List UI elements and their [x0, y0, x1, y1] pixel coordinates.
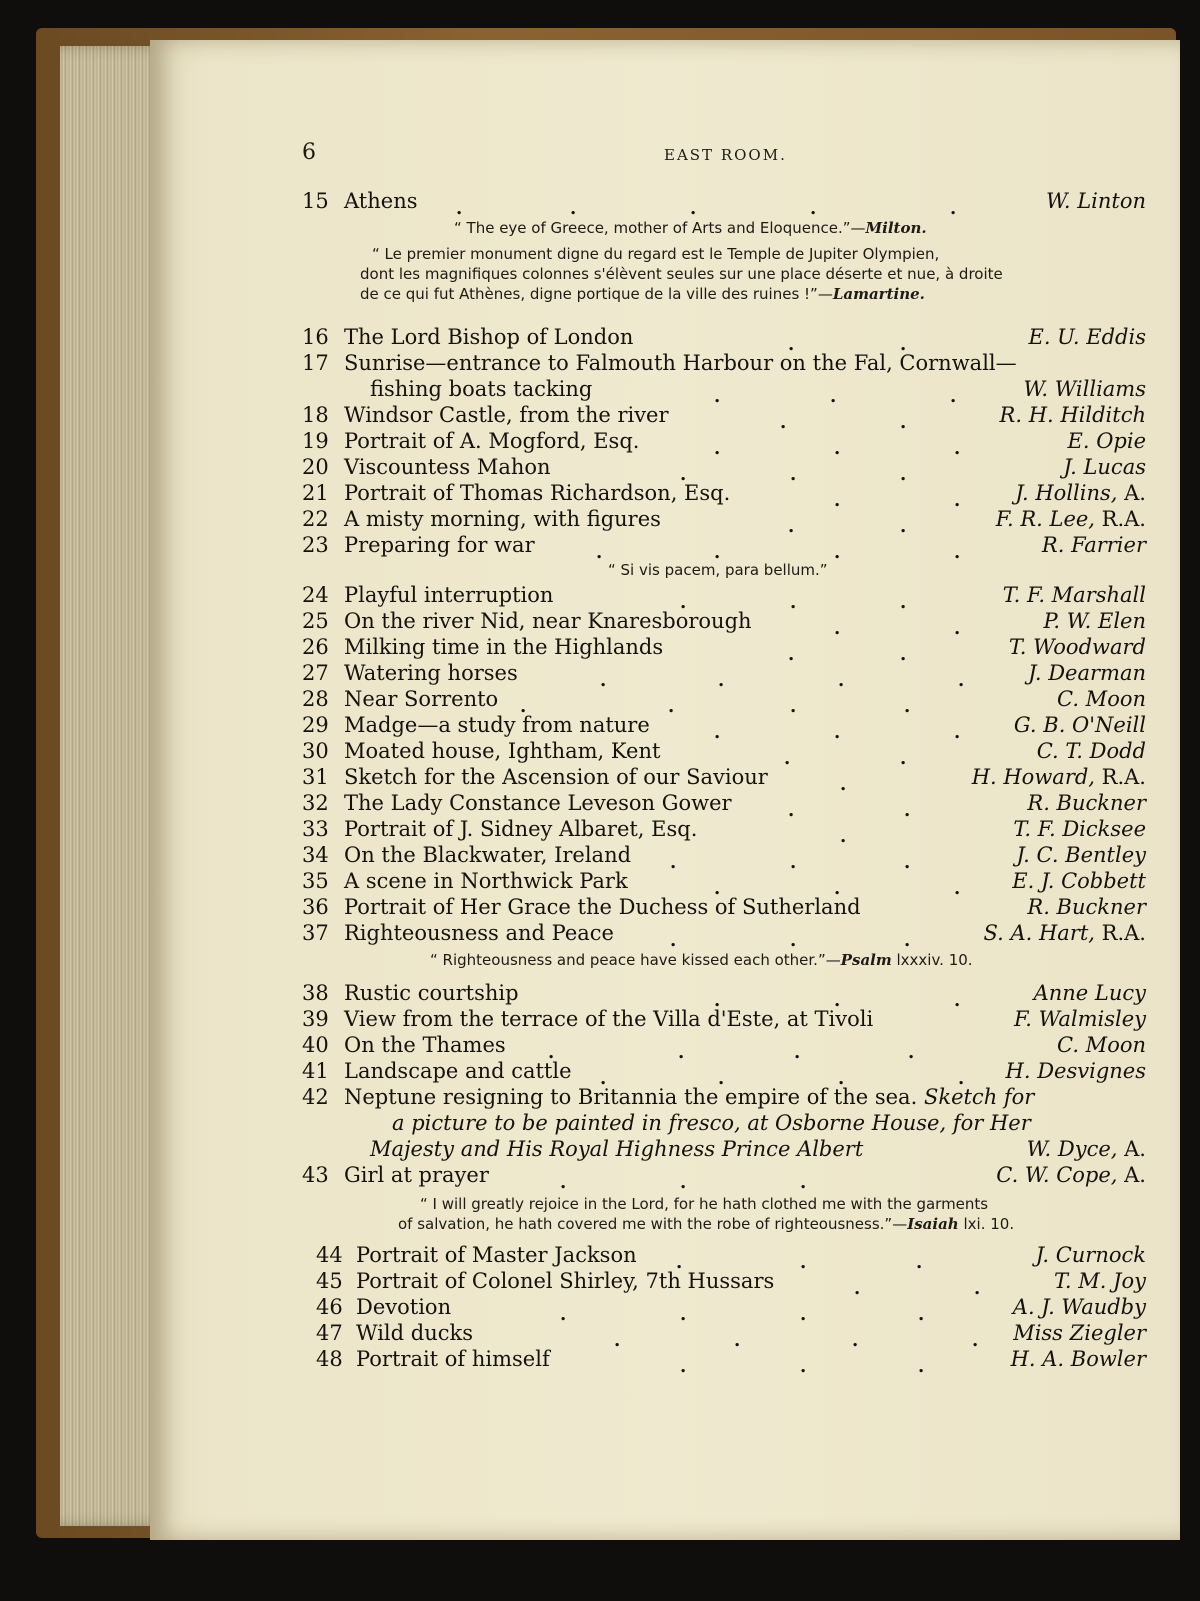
entry-number: 21	[302, 481, 329, 505]
entry-title: Portrait of Thomas Richardson, Esq.	[344, 481, 731, 505]
entry-artist: P. W. Elen	[1043, 609, 1146, 633]
entry-number: 15	[302, 189, 329, 213]
catalogue-entry: 16 The Lord Bishop of London . . E. U. Eddis	[302, 325, 1146, 355]
catalogue-entry: 15 Athens . . . . . W. Linton	[302, 189, 1146, 219]
entry-number: 32	[302, 791, 329, 815]
entry-title: Athens	[344, 189, 418, 213]
entry-title: On the Blackwater, Ireland	[344, 843, 632, 867]
catalogue-entry: 33 Portrait of J. Sidney Albaret, Esq. . T. F. Dicksee	[302, 817, 1146, 847]
entry-number: 19	[302, 429, 329, 453]
entry-artist: T. F. Marshall	[1002, 583, 1146, 607]
catalogue-entry	[0, 1006, 1200, 1032]
entry-artist: J. Hollins, A.	[1015, 481, 1146, 505]
catalogue-entry: 45 Portrait of Colonel Shirley, 7th Hussars . . T. M. Joy	[316, 1269, 1146, 1299]
entry-artist: E. Opie	[1067, 429, 1146, 453]
entry-artist: H. Howard, R.A.	[971, 765, 1146, 789]
entry-title: Portrait of Her Grace the Duchess of Sutherland	[344, 895, 861, 919]
catalogue-entry	[0, 350, 1200, 376]
entry-title: Moated house, Ightham, Kent	[344, 739, 661, 763]
entry-number: 38	[302, 981, 329, 1005]
entry-title: On the river Nid, near Knaresborough	[344, 609, 752, 633]
catalogue-entry: 41 Landscape and cattle . . . . H. Desvignes	[302, 1059, 1146, 1089]
entry-title: On the Thames	[344, 1033, 506, 1057]
entry-title: The Lord Bishop of London	[344, 325, 634, 349]
entry-number: 26	[302, 635, 329, 659]
entry-title: Viscountess Mahon	[344, 455, 551, 479]
entry-title: Portrait of Colonel Shirley, 7th Hussars	[356, 1269, 775, 1293]
catalogue-entry	[0, 1084, 1200, 1110]
entry-artist: S. A. Hart, R.A.	[983, 921, 1146, 945]
entry-artist: C. Moon	[1057, 687, 1146, 711]
entry-continuation: a picture to be painted in fresco, at Osborne House, for Her	[392, 1111, 1031, 1135]
entry-title: A scene in Northwick Park	[344, 869, 628, 893]
entry-title: Sketch for the Ascension of our Saviour	[344, 765, 768, 789]
entry-title-cont: fishing boats tacking	[370, 377, 593, 401]
catalogue-entry: 27 Watering horses . . . . J. Dearman	[302, 661, 1146, 691]
entry-title: Sunrise—entrance to Falmouth Harbour on the Fal, Cornwall—	[344, 351, 1017, 375]
entry-title: Wild ducks	[356, 1321, 473, 1345]
entry-number: 27	[302, 661, 329, 685]
catalogue-entry: 37 Righteousness and Peace . . . S. A. Hart, R.A.	[302, 921, 1146, 951]
catalogue-entry: 23 Preparing for war . . . . R. Farrier	[302, 533, 1146, 563]
entry-artist: T. Woodward	[1008, 635, 1146, 659]
catalogue-entry: 21 Portrait of Thomas Richardson, Esq. . . J. Hollins, A.	[302, 481, 1146, 511]
catalogue-entry: 34 On the Blackwater, Ireland . . . J. C. Bentley	[302, 843, 1146, 873]
entry-number: 45	[316, 1269, 343, 1293]
entry-artist: J. C. Bentley	[1016, 843, 1146, 867]
entry-number: 35	[302, 869, 329, 893]
entry-continuation: fishing boats tacking . . . W. Williams	[370, 377, 1146, 407]
catalogue-entry: 31 Sketch for the Ascension of our Saviour . H. Howard, R.A.	[302, 765, 1146, 795]
catalogue-entry: 18 Windsor Castle, from the river . . R. H. Hilditch	[302, 403, 1146, 433]
entry-artist: J. Lucas	[1063, 455, 1146, 479]
entry-artist: R. Farrier	[1041, 533, 1146, 557]
entry-artist: R. H. Hilditch	[999, 403, 1146, 427]
entry-title: Playful interruption	[344, 583, 554, 607]
entry-number: 25	[302, 609, 329, 633]
epigraph: “ Righteousness and peace have kissed each other.”—Psalm lxxxiv. 10.	[430, 951, 973, 969]
entry-number: 43	[302, 1163, 329, 1187]
catalogue-entry: 22 A misty morning, with figures . . F. R. Lee, R.A.	[302, 507, 1146, 537]
catalogue-entry: 40 On the Thames . . . . C. Moon	[302, 1033, 1146, 1063]
entry-artist: C. Moon	[1057, 1033, 1146, 1057]
entry-title: Near Sorrento	[344, 687, 499, 711]
entry-artist: F. Walmisley	[1013, 1007, 1146, 1031]
catalogue-list	[0, 188, 1200, 1377]
entry-artist: C. T. Dodd	[1036, 739, 1146, 763]
entry-artist: W. Linton	[1045, 189, 1146, 213]
room-title: EAST ROOM.	[664, 146, 787, 164]
entry-number: 24	[302, 583, 329, 607]
entry-number: 28	[302, 687, 329, 711]
entry-title: Devotion	[356, 1295, 452, 1319]
entry-artist: R. Buckner	[1027, 895, 1146, 919]
entry-number: 16	[302, 325, 329, 349]
catalogue-entry: 28 Near Sorrento . . . . C. Moon	[302, 687, 1146, 717]
entry-title: Portrait of Master Jackson	[356, 1243, 637, 1267]
page-header	[0, 140, 1200, 170]
entry-title: Portrait of J. Sidney Albaret, Esq.	[344, 817, 698, 841]
catalogue-entry: 38 Rustic courtship . . . Anne Lucy	[302, 981, 1146, 1011]
entry-artist: J. Dearman	[1028, 661, 1146, 685]
entry-artist: H. A. Bowler	[1010, 1347, 1146, 1371]
entry-number: 44	[316, 1243, 343, 1267]
entry-number: 22	[302, 507, 329, 531]
catalogue-entry: 35 A scene in Northwick Park . . . E. J. Cobbett	[302, 869, 1146, 899]
entry-artist: E. J. Cobbett	[1012, 869, 1146, 893]
entry-title: Righteousness and Peace	[344, 921, 614, 945]
entry-title: Neptune resigning to Britannia the empire of the sea. Sketch for	[344, 1085, 1035, 1109]
entry-title: Windsor Castle, from the river	[344, 403, 669, 427]
entry-artist: Miss Ziegler	[1013, 1321, 1146, 1345]
catalogue-entry: 32 The Lady Constance Leveson Gower . . R. Buckner	[302, 791, 1146, 821]
entry-title: Milking time in the Highlands	[344, 635, 664, 659]
entry-number: 34	[302, 843, 329, 867]
entry-title: A misty morning, with figures	[344, 507, 661, 531]
entry-artist: C. W. Cope, A.	[996, 1163, 1146, 1187]
entry-number: 18	[302, 403, 329, 427]
entry-artist: E. U. Eddis	[1028, 325, 1146, 349]
entry-artist: T. M. Joy	[1053, 1269, 1146, 1293]
epigraph: “ Le premier monument digne du regard est le Temple de Jupiter Olympien, dont les magnifiques colonnes s'élèvent seules sur une place déserte et nue, à droite de ce qui fut Athènes, digne portique de la ville des ruines !”—Lamartine.	[360, 245, 1003, 303]
entry-title: Madge—a study from nature	[344, 713, 650, 737]
entry-number: 31	[302, 765, 329, 789]
catalogue-entry: 48 Portrait of himself . . . H. A. Bowler	[316, 1347, 1146, 1377]
catalogue-entry: 19 Portrait of A. Mogford, Esq. . . . E. Opie	[302, 429, 1146, 459]
entry-artist: R. Buckner	[1027, 791, 1146, 815]
catalogue-entry: 47 Wild ducks . . . . Miss Ziegler	[316, 1321, 1146, 1351]
entry-artist: J. Curnock	[1035, 1243, 1146, 1267]
catalogue-entry: 43 Girl at prayer . . . C. W. Cope, A.	[302, 1163, 1146, 1193]
entry-number: 36	[302, 895, 329, 919]
entry-title: Portrait of himself	[356, 1347, 550, 1371]
entry-artist: F. R. Lee, R.A.	[995, 507, 1146, 531]
entry-artist: T. F. Dicksee	[1013, 817, 1146, 841]
entry-title: Watering horses	[344, 661, 518, 685]
entry-title: Rustic courtship	[344, 981, 519, 1005]
entry-artist: W. Williams	[1023, 377, 1146, 401]
entry-title: Landscape and cattle	[344, 1059, 572, 1083]
entry-number: 33	[302, 817, 329, 841]
entry-artist: A. J. Waudby	[1012, 1295, 1146, 1319]
catalogue-entry: 29 Madge—a study from nature . . . G. B. O'Neill	[302, 713, 1146, 743]
entry-title: Preparing for war	[344, 533, 535, 557]
page-number: 6	[302, 140, 316, 165]
catalogue-entry: 24 Playful interruption . . . T. F. Marshall	[302, 583, 1146, 613]
entry-artist: Anne Lucy	[1033, 981, 1146, 1005]
entry-number: 40	[302, 1033, 329, 1057]
entry-number: 37	[302, 921, 329, 945]
entry-continuation: Majesty and His Royal Highness Prince Albert W. Dyce, A.	[370, 1137, 1146, 1161]
epigraph: “ Si vis pacem, para bellum.”	[608, 561, 828, 579]
entry-number: 42	[302, 1085, 329, 1109]
entry-artist: G. B. O'Neill	[1013, 713, 1146, 737]
entry-artist: W. Dyce, A.	[1026, 1137, 1146, 1161]
entry-number: 17	[302, 351, 329, 375]
entry-number: 20	[302, 455, 329, 479]
catalogue-entry: 20 Viscountess Mahon . . . J. Lucas	[302, 455, 1146, 485]
catalogue-entry: 26 Milking time in the Highlands . . T. Woodward	[302, 635, 1146, 665]
entry-number: 30	[302, 739, 329, 763]
catalogue-entry	[0, 894, 1200, 920]
entry-number: 23	[302, 533, 329, 557]
entry-title: View from the terrace of the Villa d'Este, at Tivoli	[344, 1007, 874, 1031]
epigraph: “ I will greatly rejoice in the Lord, for he hath clothed me with the garments of salvation, he hath covered me with the robe of righteousness.”—Isaiah lxi. 10.	[398, 1195, 1015, 1233]
catalogue-entry: 46 Devotion . . . . A. J. Waudby	[316, 1295, 1146, 1325]
catalogue-entry: 44 Portrait of Master Jackson . . . J. Curnock	[316, 1243, 1146, 1273]
epigraph: “ The eye of Greece, mother of Arts and Eloquence.”—Milton.	[454, 219, 927, 237]
catalogue-entry: 30 Moated house, Ightham, Kent . . C. T. Dodd	[302, 739, 1146, 769]
entry-number: 39	[302, 1007, 329, 1031]
entry-number: 29	[302, 713, 329, 737]
entry-number: 46	[316, 1295, 343, 1319]
entry-title: Girl at prayer	[344, 1163, 489, 1187]
entry-title: Portrait of A. Mogford, Esq.	[344, 429, 640, 453]
entry-number: 48	[316, 1347, 343, 1371]
entry-artist: H. Desvignes	[1005, 1059, 1146, 1083]
entry-number: 41	[302, 1059, 329, 1083]
entry-title: The Lady Constance Leveson Gower	[344, 791, 732, 815]
catalogue-entry: 25 On the river Nid, near Knaresborough . . P. W. Elen	[302, 609, 1146, 639]
entry-number: 47	[316, 1321, 343, 1345]
